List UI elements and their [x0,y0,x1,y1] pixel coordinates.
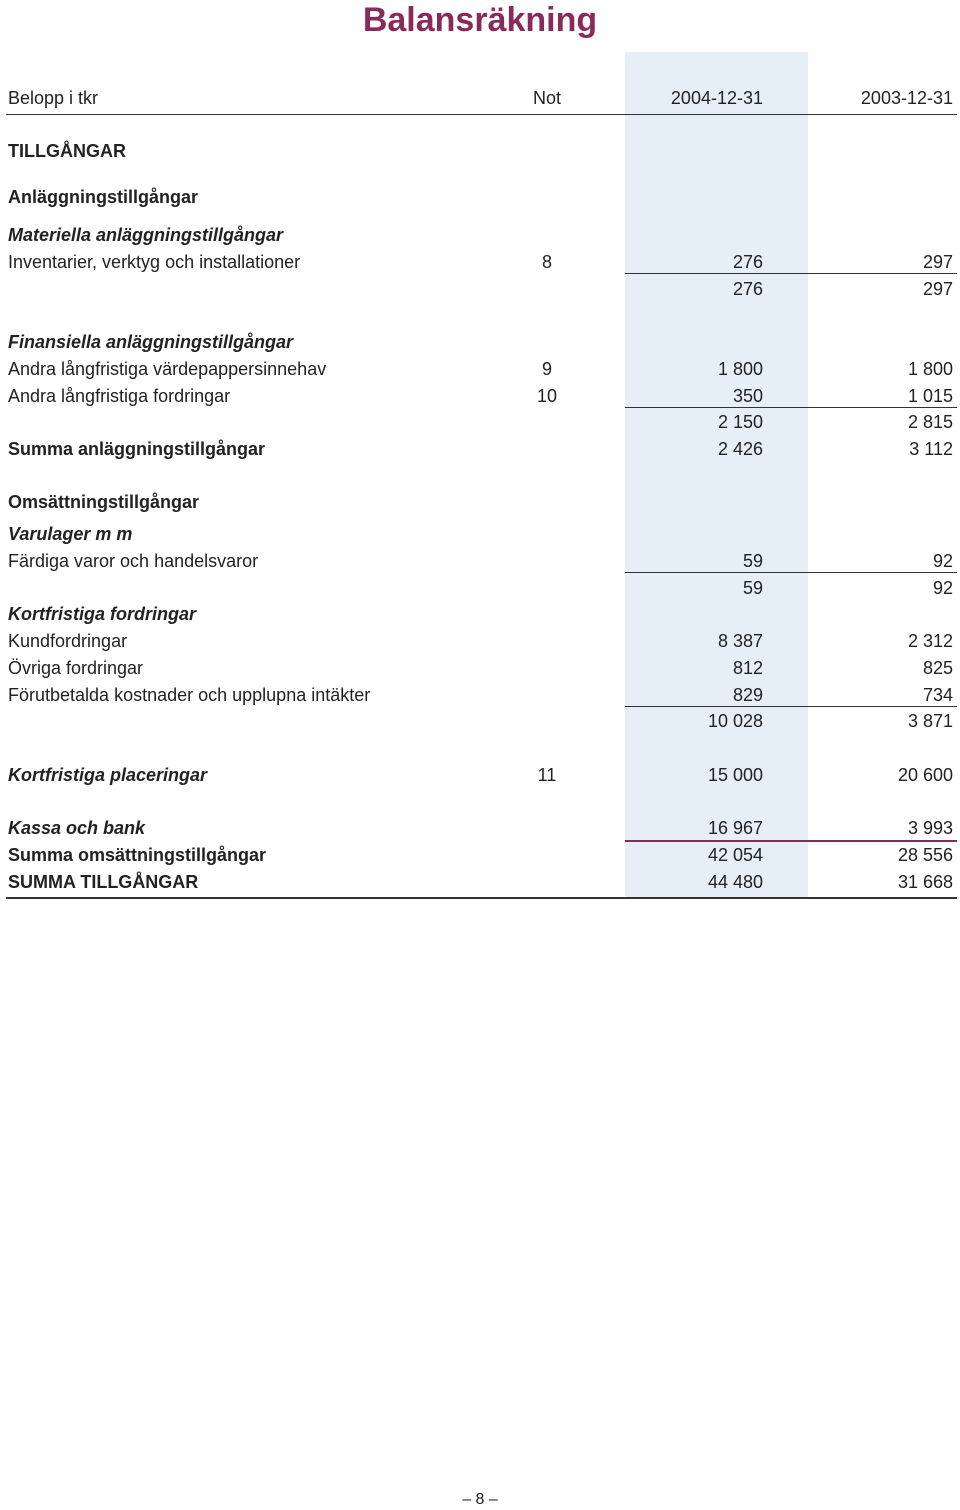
subtotal-rule [625,706,957,707]
row-note: 9 [541,359,552,379]
row-value-2004: 276 [732,279,763,299]
row-value-2004: 8 387 [717,631,763,651]
row-value-2003: 3 993 [907,818,953,838]
row-value-2003: 20 600 [897,765,953,785]
subheading-financial-assets [0,329,960,355]
row-value-2003: 31 668 [897,872,953,892]
row-value-2004: 350 [732,386,763,406]
row-label: Andra långfristiga fordringar [8,386,231,406]
row-value-2004: 59 [742,578,763,598]
section-heading-fixed-assets [0,184,960,210]
page-number: – 8 – [462,1491,498,1508]
row-note: 11 [537,765,557,785]
row-value-2004: 812 [732,658,763,678]
row-label: Kassa och bank [8,818,146,838]
grand-total-rule [6,897,957,899]
table-row [0,356,960,382]
row-note: 10 [536,386,558,406]
subtotal-row [0,708,960,734]
subtotal-rule [625,572,957,573]
row-value-2003: 297 [922,252,953,272]
header-divider [6,114,957,115]
subtotal-rule [625,273,957,274]
row-label: Färdiga varor och handelsvaror [8,551,259,571]
row-label: SUMMA TILLGÅNGAR [8,872,199,892]
row-value-2003: 3 112 [909,439,953,459]
row-label: Andra långfristiga värdepappersinnehav [8,359,327,379]
row-value-2003: 825 [922,658,953,678]
row-value-2004: 44 480 [707,872,763,892]
row-value-2003: 2 815 [907,412,953,432]
row-value-2004: 829 [732,685,763,705]
row-value-2004: 15 000 [707,765,763,785]
row-value-2003: 92 [932,551,953,571]
row-label: Materiella anläggningstillgångar [8,225,284,245]
note-column-header: Not [532,88,561,108]
total-row-current-assets [0,842,960,868]
total-row-fixed-assets [0,436,960,462]
row-value-2003: 734 [922,685,953,705]
row-value-2003: 28 556 [897,845,953,865]
row-value-2004: 59 [742,551,763,571]
row-label: Inventarier, verktyg och installationer [8,252,301,272]
amount-unit-header: Belopp i tkr [8,88,99,108]
subheading-tangible-assets [0,222,960,248]
row-value-2004: 1 800 [717,359,763,379]
row-label: Summa omsättningstillgångar [8,845,267,865]
row-label: Kortfristiga placeringar [8,765,208,785]
row-value-2004: 276 [732,252,763,272]
table-row [0,628,960,654]
subheading-short-term-receivables [0,601,960,627]
row-value-2003: 1 015 [907,386,953,406]
row-label: Förutbetalda kostnader och upplupna intäkter [8,685,371,705]
section-heading-current-assets [0,489,960,515]
subtotal-row [0,276,960,302]
subheading-inventory [0,521,960,547]
row-label: TILLGÅNGAR [8,141,126,161]
row-short-term-investments [0,762,960,788]
row-label: Kundfordringar [8,631,128,651]
year-2003-column-header: 2003-12-31 [860,88,953,108]
table-row [0,655,960,681]
row-value-2004: 42 054 [707,845,763,865]
row-label: Övriga fordringar [8,658,144,678]
section-heading-assets [0,138,960,164]
row-label: Omsättningstillgångar [8,492,200,512]
row-label: Kortfristiga fordringar [8,604,197,624]
row-cash-and-bank [0,815,960,841]
row-value-2004: 2 150 [717,412,763,432]
row-label: Finansiella anläggningstillgångar [8,332,294,352]
row-label: Anläggningstillgångar [8,187,199,207]
row-value-2004: 10 028 [707,711,763,731]
table-row [0,548,960,574]
year-2004-column-header: 2004-12-31 [670,88,763,108]
subtotal-row [0,575,960,601]
table-row [0,682,960,708]
table-row [0,249,960,275]
row-value-2004: 2 426 [717,439,763,459]
grand-total-row-assets [0,869,960,895]
row-value-2004: 16 967 [707,818,763,838]
subtotal-rule [625,407,957,408]
table-row [0,383,960,409]
row-value-2003: 3 871 [907,711,953,731]
row-value-2003: 297 [922,279,953,299]
page-title: Balansräkning [362,1,598,39]
subtotal-row [0,409,960,435]
row-note: 8 [541,252,552,272]
row-label: Summa anläggningstillgångar [8,439,266,459]
row-value-2003: 2 312 [907,631,953,651]
row-label: Varulager m m [8,524,133,544]
row-value-2003: 92 [932,578,953,598]
row-value-2003: 1 800 [907,359,953,379]
